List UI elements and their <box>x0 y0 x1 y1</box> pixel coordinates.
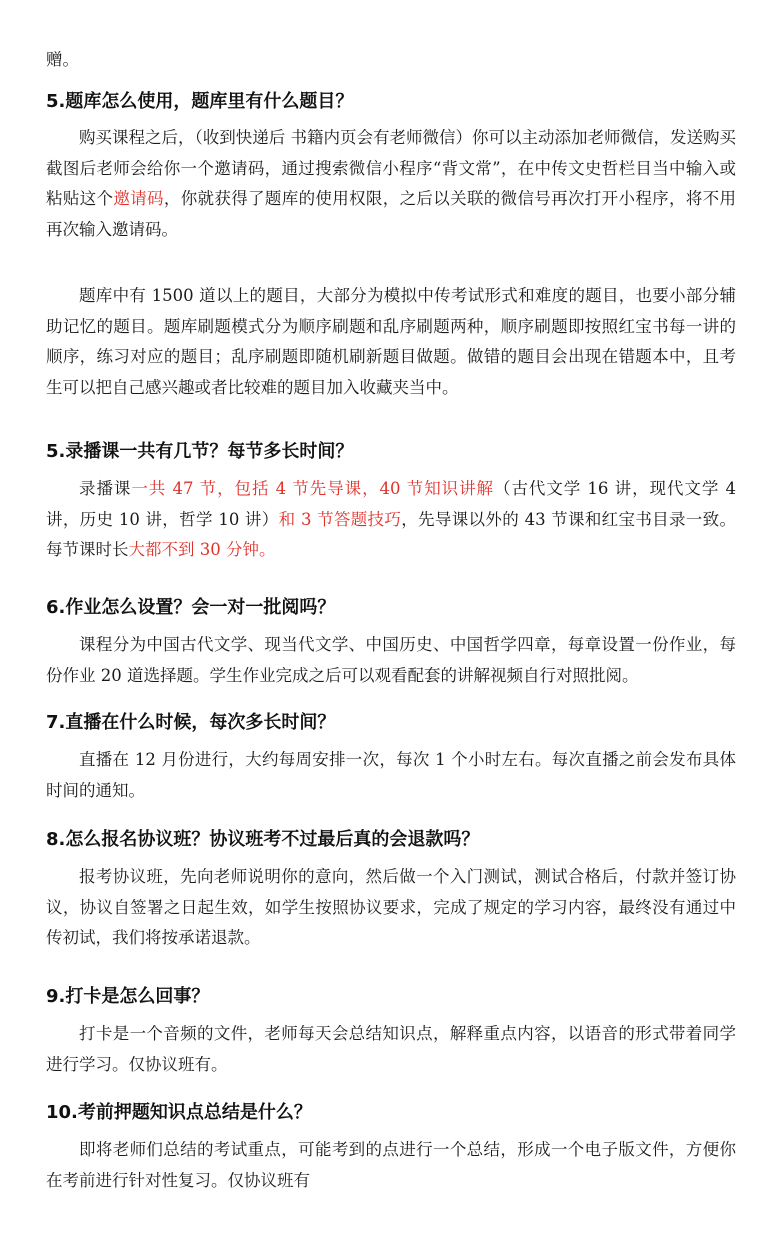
invite-code-highlight: 邀请码 <box>113 189 164 209</box>
section-heading-homework: 6.作业怎么设置？会一对一批阅吗？ <box>46 597 336 618</box>
section-heading-check-in: 9.打卡是怎么回事？ <box>46 986 210 1007</box>
answer-skills-highlight: 和 3 节答题技巧 <box>278 509 402 529</box>
paragraph-check-in: 打卡是一个音频的文件，老师每天会总结知识点，解释重点内容，以语音的形式带着同学进行学习。仅协议班有。 <box>46 1024 736 1074</box>
text-segment: 录播课 <box>79 479 132 498</box>
section-heading-live-stream: 7.直播在什么时候，每次多长时间？ <box>46 712 336 733</box>
paragraph-question-bank-content: 题库中有 1500 道以上的题目，大部分为模拟中传考试形式和难度的题目，也要小部分辅助记忆的题目。题库刷题模式分为顺序刷题和乱序刷题两种，顺序刷题即按照红宝书每一讲的顺序，练习对应的题目；乱序刷题即随机刷新题目做题。做错的题目会出现在错题本中，且考生可以把自己感兴趣或者比较难的题目加入收藏夹当中。 <box>46 286 736 397</box>
section-heading-agreement-class: 8.怎么报名协议班？协议班考不过最后真的会退款吗？ <box>46 829 480 850</box>
lesson-duration-highlight: 大都不到 30 分钟。 <box>128 540 276 560</box>
section-heading-exam-summary: 10.考前押题知识点总结是什么？ <box>46 1102 312 1123</box>
paragraph-agreement-class: 报考协议班，先向老师说明你的意向，然后做一个入门测试，测试合格后，付款并签订协议，协议自签署之日起生效，如学生按照协议要求，完成了规定的学习内容，最终没有通过中传初试，我们将按承诺退款。 <box>46 867 736 948</box>
paragraph-question-bank-access <box>46 123 736 245</box>
top-fragment: 赠。 <box>46 50 79 69</box>
text-segment: ，先导课以外的 43 节课和红宝书目录一致。每节课时长 <box>46 509 736 560</box>
paragraph-live-stream: 直播在 12 月份进行，大约每周安排一次，每次 1 个小时左右。每次直播之前会发布具体时间的通知。 <box>46 750 736 800</box>
paragraph-recorded-lessons <box>46 474 736 566</box>
text-segment: ，你就获得了题库的使用权限，之后以关联的微信号再次打开小程序，将不用再次输入邀请码。 <box>46 189 737 239</box>
section-heading-recorded-lessons: 5.录播课一共有几节？每节多长时间？ <box>46 441 354 462</box>
lesson-count-highlight: 一共 47 节，包括 4 节先导课，40 节知识讲解 <box>131 479 494 498</box>
section-heading-question-bank: 5.题库怎么使用，题库里有什么题目？ <box>46 91 354 112</box>
text-segment: （古代文学 16 讲，现代文学 4 讲，历史 10 讲，哲学 10 讲） <box>46 479 737 529</box>
text-segment: 购买课程之后，（收到快递后 书籍内页会有老师微信）你可以主动添加老师微信，发送购买截图后老师会给你一个邀请码，通过搜索微信小程序“背文常”，在中传文史哲栏目当中输入或粘贴这个 <box>46 128 736 209</box>
paragraph-homework: 课程分为中国古代文学、现当代文学、中国历史、中国哲学四章，每章设置一份作业，每份作业 20 道选择题。学生作业完成之后可以观看配套的讲解视频自行对照批阅。 <box>46 635 736 685</box>
paragraph-exam-summary: 即将老师们总结的考试重点，可能考到的点进行一个总结，形成一个电子版文件，方便你在考前进行针对性复习。仅协议班有 <box>46 1140 736 1190</box>
